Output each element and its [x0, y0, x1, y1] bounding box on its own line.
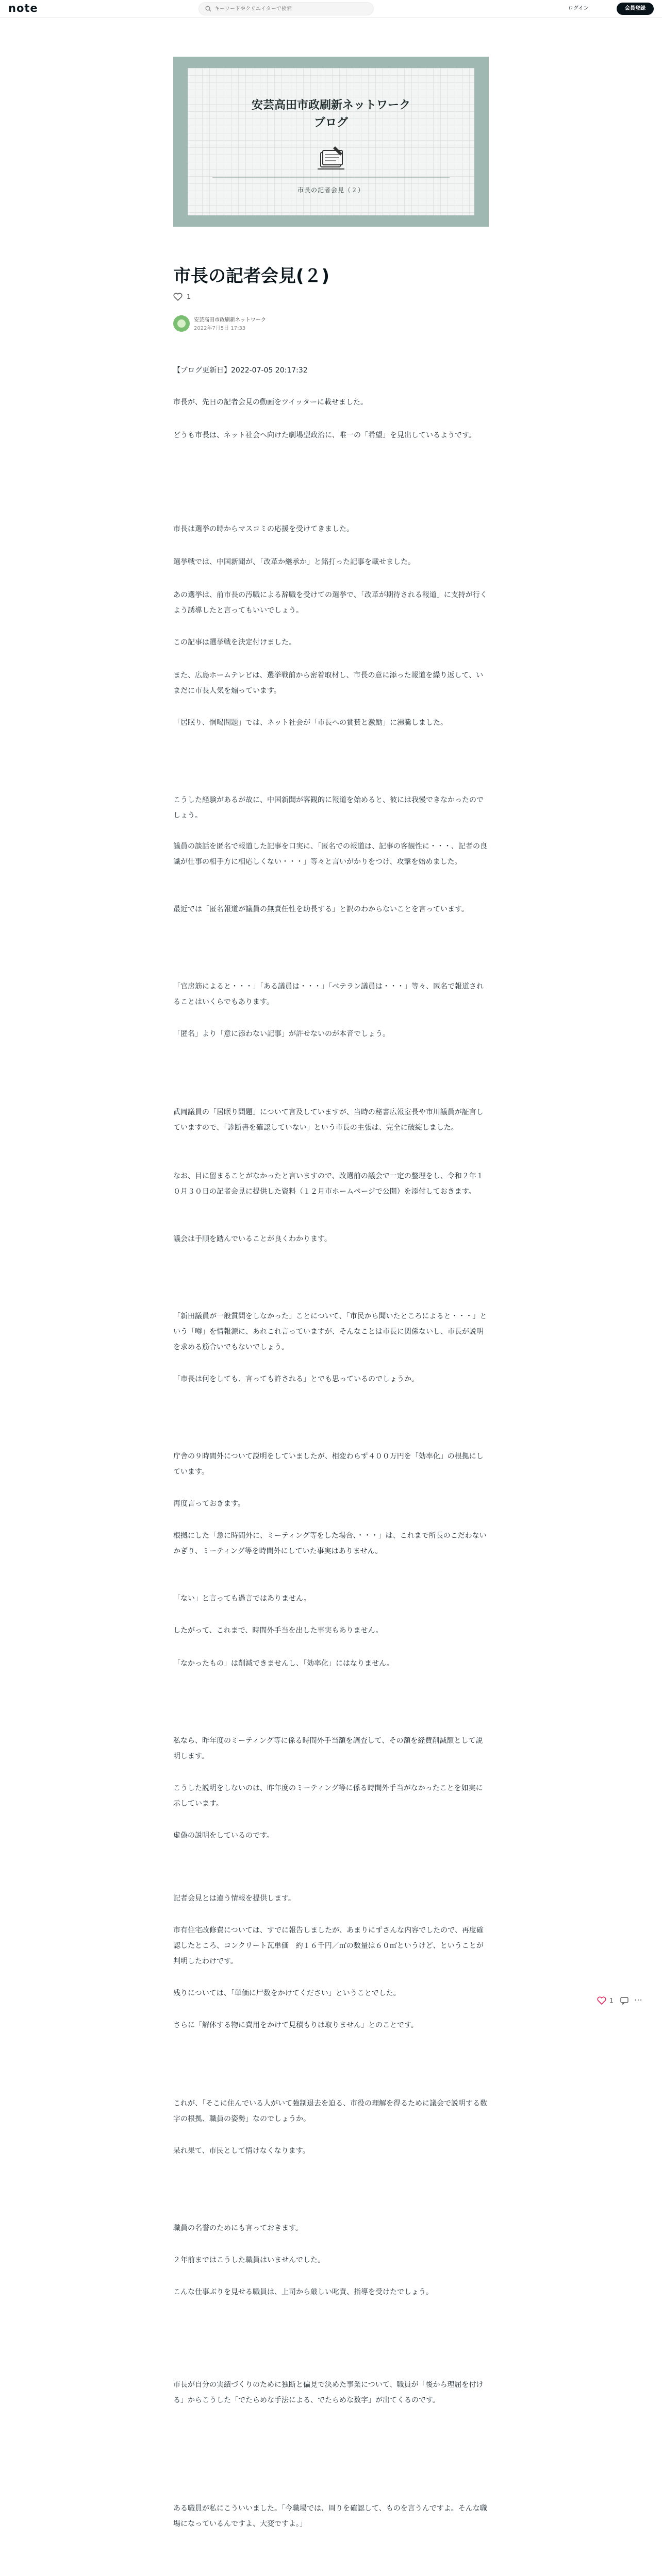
comment-icon[interactable] [620, 1996, 629, 2005]
paragraph: 「匿名」より「意に添わない記事」が許せないのが本音でしょう。 [173, 1030, 390, 1038]
hero-banner [173, 57, 489, 227]
paragraph: どうも市長は、ネット社会へ向けた劇場型政治に、唯一の「希望」を見出しているようです。 [173, 431, 476, 439]
note-logo[interactable]: note [8, 2, 38, 14]
side-like-count: 1 [609, 1997, 614, 2004]
paragraph: 虚偽の説明をしているのです。 [173, 1832, 274, 1840]
paragraph: こんな仕事ぶりを見せる職員は、上司から厳しい叱責、指導を受けたでしょう。 [173, 2288, 433, 2296]
like-heart-icon[interactable] [597, 1996, 606, 2005]
site-header [0, 0, 662, 18]
paragraph: 庁舎の９時間外について説明をしていましたが、相変わらず４００万円を「効率化」の根拠にしています。 [173, 1452, 484, 1476]
paragraph: 私なら、昨年度のミーティング等に係る時間外手当額を調査して、その額を経費削減額として説明します。 [173, 1737, 483, 1760]
paragraph: 議会は手順を踏んでいることが良くわかります。 [173, 1235, 332, 1243]
paragraph: 「ない」と言っても過言ではありません。 [173, 1595, 311, 1603]
paragraph: 市有住宅改修費については、すでに報告しましたが、あまりにずさんな内容でしたので、再度確認したところ、コンクリート瓦単価 約１６千円／㎡の数量は６０㎡というけど、ということが判明したわけです。 [173, 1926, 484, 1965]
article-title: 市長の記者会見(２) [173, 266, 330, 286]
paragraph: 選挙戦では、中国新聞が、「改革か継承か」と銘打った記事を載せました。 [173, 558, 415, 566]
paragraph: 議員の談話を匿名で報道した記事を口実に、「匿名での報道は、記事の客観性に・・・、記者の良識が仕事の相手方に相応しくない・・・」等々と言いがかりをつけ、攻撃を始めました。 [173, 842, 487, 866]
search-box[interactable] [198, 2, 374, 15]
publish-date: 2022年7月5日 17:33 [194, 326, 246, 331]
paragraph: さらに「解体する物に費用をかけて見積もりは取りません」とのことです。 [173, 2021, 418, 2029]
notebook-pen-icon [315, 143, 347, 172]
paragraph: 市長が、先日の記者会見の動画をツイッターに載せました。 [173, 398, 368, 406]
search-icon [205, 6, 211, 12]
hero-title [188, 97, 474, 132]
paragraph: 再度言っておきます。 [173, 1500, 245, 1508]
author-avatar[interactable] [173, 315, 190, 332]
heart-icon[interactable] [173, 293, 183, 301]
paragraph: 市長は選挙の時からマスコミの応援を受けてきました。 [173, 525, 354, 533]
paragraph: 「市長は何をしても、言っても許される」とでも思っているのでしょうか。 [173, 1375, 419, 1383]
paragraph: これが、「そこに住んでいる人がいて強制退去を迫る、市役の理解を得るために議会で説明する数字の根拠、職員の姿勢」なのでしょうか。 [173, 2099, 487, 2123]
paragraph: 「新田議員が一般質問をしなかった」ことについて、「市民から聞いたところによると・・・」という「噂」を情報源に、あれこれ言っていますが、そんなことは市長に関係ないし、市長が説明を求める筋合いでもないでしょう。 [173, 1312, 487, 1351]
like-count: 1 [187, 293, 191, 300]
paragraph: ある職員が私にこういいました。「今職場では、周りを確認して、ものを言うんですよ。そんな職場になっているんですよ、大変ですよ。」 [173, 2504, 487, 2528]
paragraph: この記事は選挙戦を決定付けました。 [173, 638, 296, 647]
login-button[interactable]: ログイン [568, 6, 589, 11]
paragraph: 市長が自分の実績づくりのために独断と偏見で決めた事業について、職員が「後から理屈を付ける」からこうした「でたらめな手法による、でたらめな数字」が出てくるのです。 [173, 2381, 484, 2404]
paragraph: 武岡議員の「居眠り問題」について言及していますが、当時の秘書広報室長や市川議員が証言していますので、「診断書を確認していない」という市長の主張は、完全に破綻しました。 [173, 1108, 484, 1132]
paragraph: あの選挙は、前市長の汚職による辞職を受けての選挙で、「改革が期待される報道」に支持が行くよう誘導したと言ってもいいでしょう。 [173, 591, 487, 615]
paragraph: 呆れ果て、市民として情けなくなります。 [173, 2147, 310, 2155]
paragraph: こうした説明をしないのは、昨年度のミーティング等に係る時間外手当がなかったことを如実に示しています。 [173, 1784, 483, 1808]
author-name[interactable]: 安芸高田市政刷新ネットワーク [194, 317, 266, 323]
paragraph: また、広島ホームテレビは、選挙戦前から密着取材し、市長の意に添った報道を繰り返して、いまだに市長人気を煽っています。 [173, 671, 484, 695]
more-options-icon[interactable]: ⋯ [634, 1995, 642, 2005]
paragraph: 「居眠り、恫喝問題」では、ネット社会が「市長への賞賛と激励」に沸騰しました。 [173, 719, 448, 727]
hero-subtitle: 市長の記者会見（２） [297, 187, 365, 194]
paragraph: 残りについては、「単価に尸数をかけてください」ということでした。 [173, 1989, 401, 1997]
paragraph: なお、目に留まることがなかったと言いますので、改選前の議会で一定の整理をし、令和２年１０月３０日の記者会見に提供した資料（１２月市ホームページで公開）を添付しておきます。 [173, 1172, 484, 1196]
hero-title-line2: ブログ [313, 116, 348, 129]
paragraph: 「官房筋によると・・・」「ある議員は・・・」「ベテラン議員は・・・」等々、匿名で報道されることはいくらでもあります。 [173, 982, 484, 1006]
hero-divider [212, 177, 450, 178]
paragraph: 【ブログ更新日】2022-07-05 20:17:32 [173, 366, 308, 375]
paragraph: こうした経験があるが故に、中国新聞が客観的に報道を始めると、彼には我慢できなかったのでしょう。 [173, 796, 484, 820]
paragraph: したがって、これまで、時間外手当を出した事実もありません。 [173, 1626, 383, 1635]
paragraph: 最近では「匿名報道が議員の無責任性を助長する」と訳のわからないことを言っています。 [173, 905, 469, 913]
paragraph: ２年前まではこうした職員はいませんでした。 [173, 2256, 325, 2264]
paragraph: 記者会見とは違う情報を提供します。 [173, 1894, 295, 1903]
paragraph: 根拠にした「急に時間外に、ミーティング等をした場合、・・・」は、これまで所長のこだわないかぎり、ミーティング等を時間外にしていた事実はありません。 [173, 1532, 487, 1555]
hero-title-line1: 安芸高田市政刷新ネットワーク [251, 99, 410, 112]
signup-button[interactable]: 会員登録 [617, 3, 654, 15]
paragraph: 職員の名誉のためにも言っておきます。 [173, 2224, 303, 2232]
floating-actions [597, 1995, 647, 2006]
hero-inner [188, 68, 474, 215]
search-input[interactable] [214, 4, 369, 14]
paragraph: 「なかったもの」は削減できませんし、「効率化」にはなりません。 [173, 1659, 394, 1668]
